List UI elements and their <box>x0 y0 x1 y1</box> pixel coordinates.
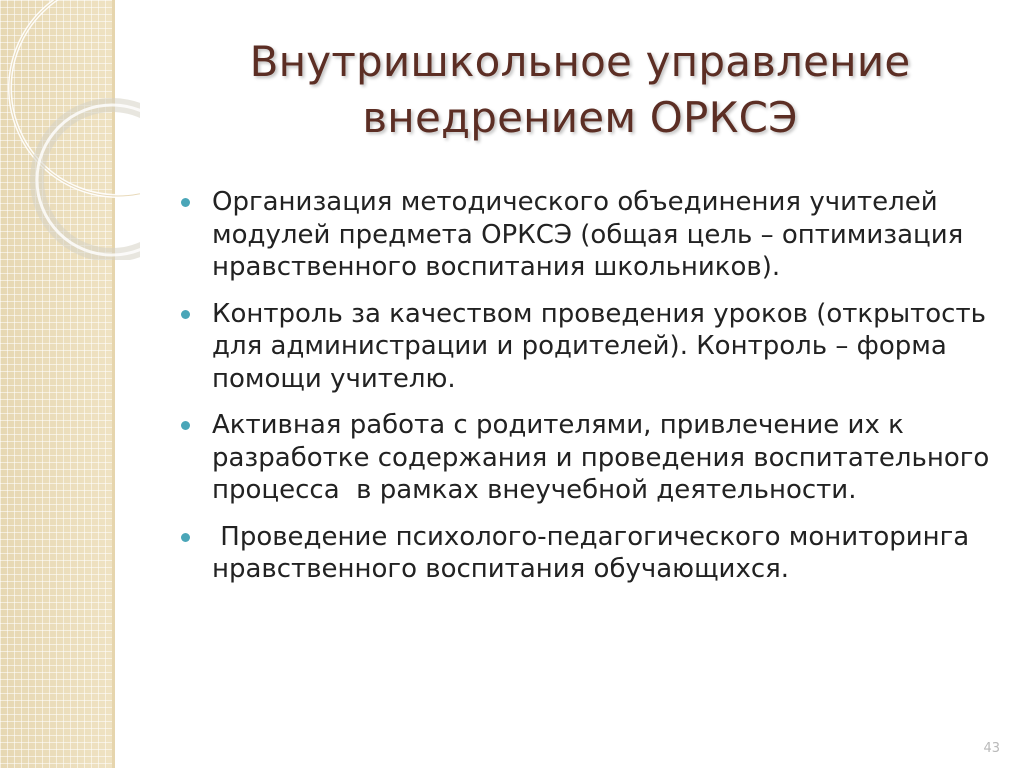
bullet-item <box>180 186 1000 284</box>
slide-title-line-1: Внутришкольное управление <box>249 37 911 86</box>
bullet-list <box>180 186 1000 600</box>
page-number: 43 <box>983 741 1000 756</box>
bullet-item <box>180 521 1000 586</box>
bullet-text: Активная работа с родителями, привлечение их к разработке содержания и проведения воспитательного процесса в рамках внеучебной деятельности. <box>212 410 998 505</box>
bullet-dot-icon <box>181 533 190 542</box>
bullet-dot-icon <box>181 421 190 430</box>
ring-decoration-icon <box>0 0 140 260</box>
bullet-text: Организация методического объединения учителей модулей предмета ОРКСЭ (общая цель – оптимизация нравственного воспитания школьников). <box>212 187 964 282</box>
bullet-dot-icon <box>181 310 190 319</box>
bullet-text: Контроль за качеством проведения уроков (открытость для администрации и родителей). Контроль – форма помощи учителю. <box>212 298 986 394</box>
slide-title <box>150 34 1010 146</box>
bullet-dot-icon <box>181 198 190 207</box>
bullet-item <box>180 409 1000 507</box>
bullet-text: Проведение психолого-педагогического мониторинга нравственного воспитания обучающихся. <box>212 521 978 584</box>
slide-title-line-2: внедрением ОРКСЭ <box>362 93 798 142</box>
bullet-item <box>180 298 1000 396</box>
